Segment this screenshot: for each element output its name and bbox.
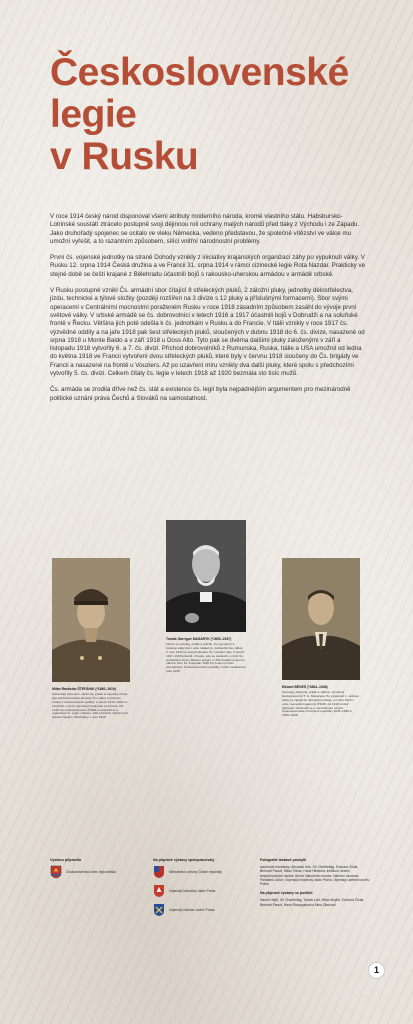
photo-credits: soukromé fotobanky: Alexandr Ihle, Jiří Charfreitag, Edmund Čičák, Bernard Panuš, Milan Tribas, Hana Hlinková; instituce: Archiv bezpečnostních složek, Archiv Národního muzea, Národní muzeum, Památník Lidice, Vojenský historický ústav Praha, Vojenský ústřední archiv Praha: [260, 865, 370, 887]
caption-text: Sociolog, diplomat, politik a státník, význačný spolupracovník T. G. Masaryka. Po vypuknutí 1. světové války se zapojil do domácího odboje, od roku 1915 v exilu. Generální tajemník ČSNR, od 1918 ministr zahraničí. Zasloužil se o mezinárodní uznání Československa. Prezident republiky 1935–1938 a 1945–1948.: [282, 689, 359, 718]
paragraph-3: V Rusku postupně vznikl Čs. armádní sbor čítající 8 střeleckých pluků, 2 záložní pluky, jednotky dělostřelectva, jízdu, technické a týlové složky (později rozšířen na 3 divize s 12 pluky a příslušnými formacemi). Sbor svými operacemi v Centrálními mocnostmi poraženém Rusku v roce 1918 zásadním způsobem zasáhl do vývoje první světové války. V srbské armádě se čs. dobrovolníci v letech 1916 a 1917 účastnili bojů v Dobrudži a na soluňské frontě v Řecku. Většina jich poté odešla k čs. jednotkám v Rusku a do Francie. V Itálii vznikly v roce 1917 čs. výzvědné oddíly a na jaře 1918 pak šest střeleckých pluků, sloučených v dubnu 1918 do 6. čs. divize, nasazené od srpna 1918 u Monte Baldo a v září 1918 u Doss Alto. Tyto pak se dvěma dalšími pluky založenými v září a listopadu 1918 vytvořily 6. a 7. čs. divizi. Příchod dobrovolníků z Rumunska, Ruska, Itálie a USA umožnil od ledna do května 1918 ve Francii vytvoření dvou střeleckých pluků, které byly v červnu 1918 sloučeny do Čs. brigády ve Francii a nasazené na frontě u Vouziers. Až po uzavření míru vznikly dva další pluky, které spolu s předchozími vytvořily 5. čs. divizi. Celkem čítaly čs. legie v letech 1918 až 1920 bezmála sto tisíc mužů.: [50, 287, 365, 378]
footer-heading: Fotografie laskavě poskytli: [260, 858, 307, 862]
paragraph-1: V roce 1914 český národ disponoval všemi atributy moderního národa, kromě vlastního státu. Habsbursko-Lotrinské soustátí ztrácelo postupně svoji dějinnou roli ochrany malých národů před tlaky z Východu i ze Západu. Jako druhořadý spojenec se ocitalo ve vleku Německa, vedeno představou, že společné vítězství ve válce mu umožní vyřešit, a to razantním způsobem, sílící vnitřní národnostní problémy.: [50, 213, 360, 245]
footer-heading: Na přípravě výstavy se podíleli: [260, 891, 313, 896]
page-title: [50, 52, 380, 178]
footer-org: Vojenský historický ústav Praha: [169, 889, 216, 894]
main-text: [50, 213, 366, 411]
footer-org: Vojenský ústřední archiv Praha: [169, 908, 215, 913]
paragraph-4: Čs. armáda se zrodila dříve než čs. stát a existence čs. legií byla nejpádnějším argumentem pro mezinárodně politické uznání práva Čechů a Slováků na samostatnost.: [50, 386, 351, 402]
col-emblem-icon: [50, 865, 62, 879]
portrait-stefanik: [52, 558, 130, 682]
page-number: 1: [368, 962, 385, 979]
contributors: Naomi Hejlů, Jiří Charfreitag, Tomáš Lukl, Milan Mojžíš, Edmund Čičák, Bernard Panuš, Hana Rozsypalová a Nina Zikmund: [260, 898, 365, 907]
caption-text: Slovenský astronom, diplomat, politik a vojenský činitel, generál francouzské armády. Pro odboj významné vztahy s francouzskými politiky. V letech 1915–1916 se zasloužil o vznik vojenských jednotek ve Francii. Od 1916 byl místopředsedou ČSNR a zasloužil se o organizaci čs. vojsk v Rusku, Itálii a Francii. Zahynul při letecké havárii u Bratislavy v roce 1919.: [52, 691, 129, 720]
portrait-masaryk: [166, 520, 246, 632]
footer-col-credits: [260, 858, 370, 907]
title-line-1: Československé: [50, 51, 349, 94]
paragraph-2: První čs. vojenské jednotky na straně Dohody vznikly z iniciativy krajanských organizací záhy po vypuknutí války. V Rusku 12. srpna 1914 Česká družina a ve Francii 31. srpna 1914 v rámci cizinecké legie Rota Nazdar. Prakticky ve stejné době se čeští krajané z Bělehradu účastnili bojů s rakousko-uherskou armádou v armádě srbské.: [50, 254, 366, 278]
footer-org: Československá obec legionářská: [66, 870, 116, 875]
portrait-benes: [282, 558, 360, 680]
vhu-emblem-icon: [153, 884, 165, 898]
footer-col-partners: [153, 858, 248, 922]
caption-name: Edvard BENEŠ (*1884–1948): [282, 685, 328, 689]
caption-text: Filozof a sociolog, politik a státník. Po vypuknutí 1. světové války dal v exilu základ čs. zahraničnímu odboji. V roce 1916 se stal předsedou Čs. národní rady. V letech 1917–1918 působil v Rusku, kde se zasloužil o vznik Čs. armádního sboru. Během pobytu v USA dosáhl uznání čs. nároků. Dne 14. listopadu 1918 byl zvolen prvním prezidentem Československé republiky, funkci zastával do roku 1935.: [166, 641, 246, 674]
caption-stefanik: [52, 688, 130, 720]
caption-name: Milan Rastislav ŠTEFÁNIK (*1880–1919): [52, 687, 116, 691]
caption-name: Tomáš Garrigue MASARYK (*1850–1937): [166, 637, 232, 641]
title-line-2: legie: [50, 93, 137, 136]
footer-heading: Výstavu připravila: [50, 858, 81, 862]
footer-col-organizer: [50, 858, 135, 884]
vua-emblem-icon: [153, 903, 165, 917]
ministry-emblem-icon: [153, 865, 165, 879]
caption-benes: [282, 686, 360, 718]
title-line-3: v Rusku: [50, 135, 199, 178]
caption-masaryk: [166, 638, 246, 674]
footer-org: Ministerstvo obrany České republiky: [169, 870, 222, 875]
footer-heading: Na přípravě výstavy spolupracovaly: [153, 858, 215, 862]
